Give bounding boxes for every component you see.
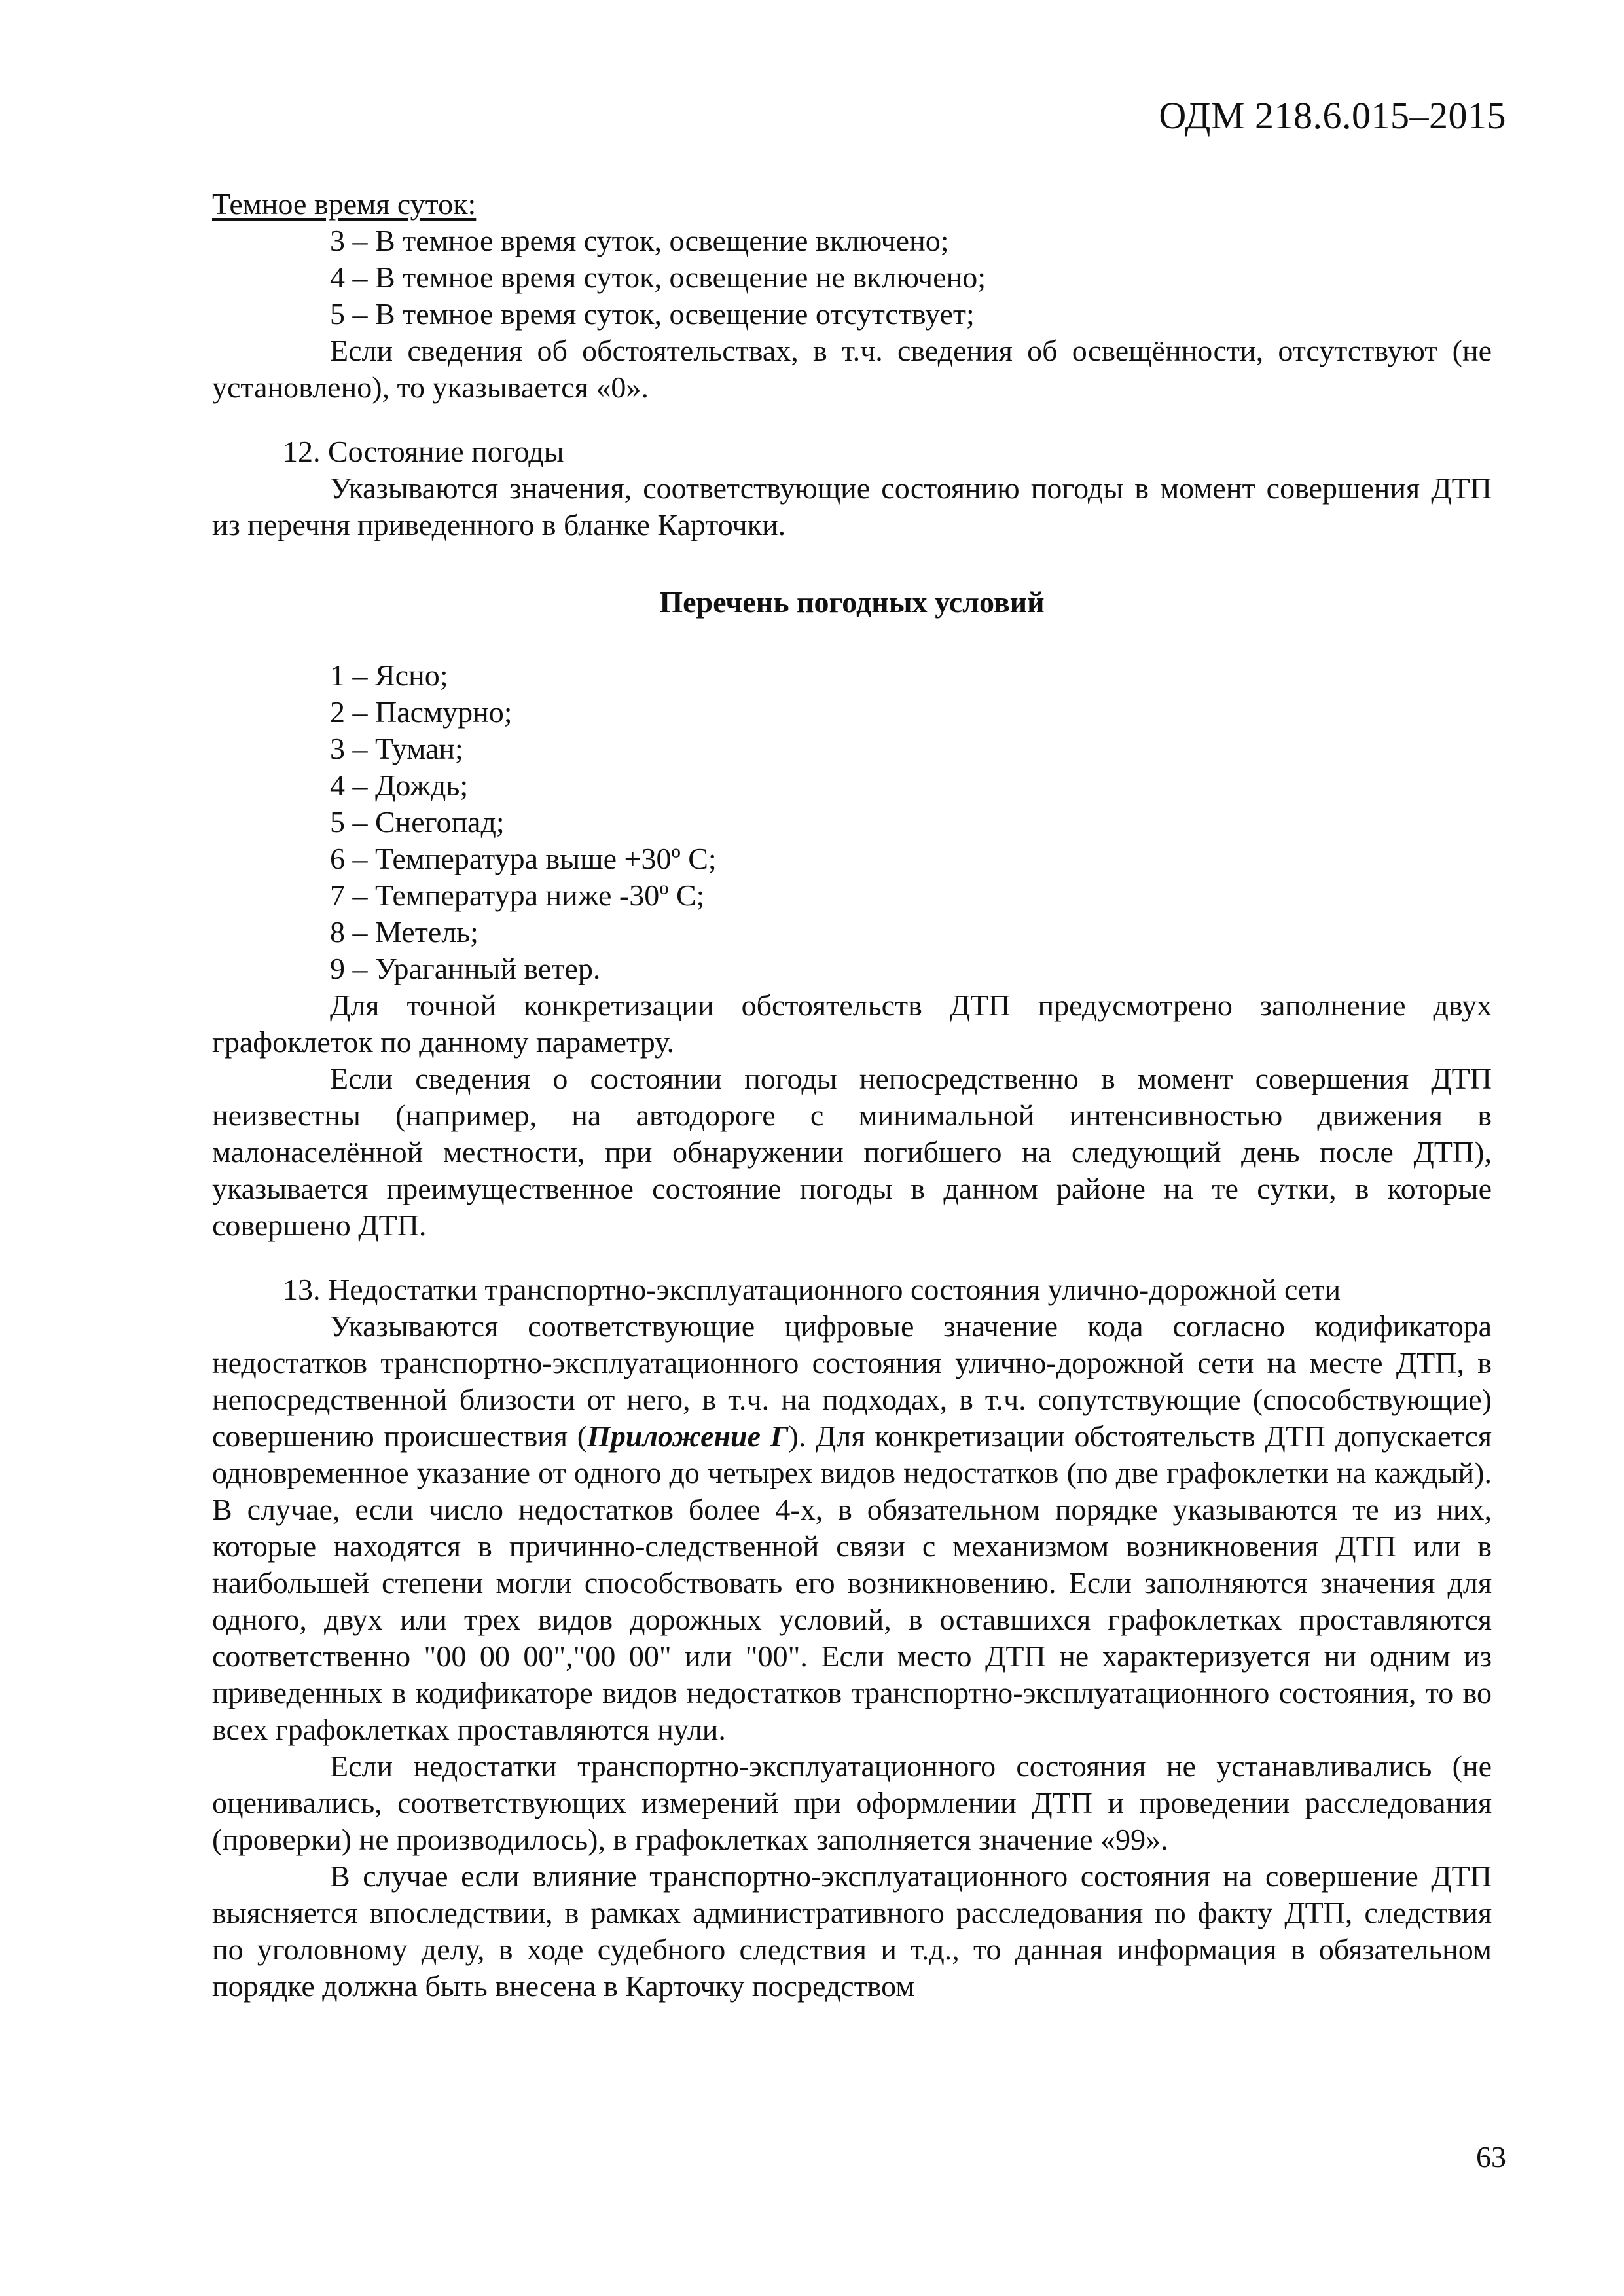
list-item: 3 – В темное время суток, освещение включено; [330,224,949,257]
dark-time-note: Если сведения об обстоятельствах, в т.ч. сведения об освещённости, отсутствуют (не установлено), то указывается «0». [212,334,1492,404]
section-13-paragraph-3: В случае если влияние транспортно-эксплуатационного состояния на совершение ДТП выясняется впоследствии, в рамках административного расследования по факту ДТП, следствия по уголовному делу, в ходе судебного следствия и т.д., то данная информация в обязательном порядке должна быть внесена в Карточку посредством [212,1859,1492,2003]
list-item: 4 – Дождь; [330,769,469,802]
dark-time-label: Темное время суток: [212,187,477,221]
section-12-paragraph: Указываются значения, соответствующие состоянию погоды в момент совершения ДТП из перечня приведенного в бланке Карточки. [212,471,1492,541]
page-body [212,186,1492,2005]
section-13-paragraph-2: Если недостатки транспортно-эксплуатационного состояния не устанавливались (не оценивались, соответствующих измерений при оформлении ДТП и проведении расследования (проверки) не производилось), в графоклетках заполняется значение «99». [212,1749,1492,1856]
list-item: 5 – Снегопад; [330,805,505,839]
list-item: 7 – Температура ниже -30º С; [330,879,705,912]
section-12-paragraph-3: Если сведения о состоянии погоды непосредственно в момент совершения ДТП неизвестны (например, на автодороге с минимальной интенсивностью движения в малонаселённой местности, при обнаружении погибшего на следующий день после ДТП), указывается преимущественное состояние погоды в данном районе на те сутки, в которые совершено ДТП. [212,1062,1492,1242]
list-item: 4 – В темное время суток, освещение не включено; [330,261,986,294]
list-item: 3 – Туман; [330,732,463,765]
list-item: 2 – Пасмурно; [330,695,513,729]
section-12-paragraph-2: Для точной конкретизации обстоятельств ДТП предусмотрено заполнение двух графоклеток по данному параметру. [212,989,1492,1059]
list-item: 9 – Ураганный ветер. [330,952,601,985]
section-12-title: 12. Состояние погоды [283,435,564,468]
paragraph-text: Указываются соответствующие цифровые значение кода согласно кодификатора недостатков транспортно-эксплуатационного состояния улично-дорожной сети на месте ДТП, в непосредственной близости от него, в т.ч. на подходах, в т.ч. сопутствующие (способствующие) совершению происшествия ( [212,1309,1492,1453]
list-item: 6 – Температура выше +30º С; [330,842,717,875]
weather-list-heading: Перечень погодных условий [659,585,1045,619]
paragraph-text: ). Для конкретизации обстоятельств ДТП допускается одновременное указание от одного до четырех видов недостатков (по две графоклетки на каждый). В случае, если число недостатков более 4-х, в обязательном порядке указываются те из них, которые находятся в причинно-следственной связи с механизмом возникновения ДТП или в наибольшей степени могли способствовать его возникновению. Если заполняются значения для одного, двух или трех видов дорожных условий, в оставшихся графоклетках проставляются соответственно "00 00 00","00 00" или "00". Если место ДТП не характеризуется ни одним из приведенных в кодификаторе видов недостатков транспортно-эксплуатационного состояния, то во всех графоклетках проставляются нули. [212,1419,1492,1746]
document-code: ОДМ 218.6.015–2015 [1159,94,1506,137]
list-item: 1 – Ясно; [330,659,448,692]
section-13-title: 13. Недостатки транспортно-эксплуатационного состояния улично-дорожной сети [283,1273,1341,1306]
list-item: 8 – Метель; [330,915,478,949]
appendix-reference: Приложение Г [587,1419,789,1453]
list-item: 5 – В темное время суток, освещение отсутствует; [330,297,975,331]
section-13-paragraph-1 [212,1308,1492,1748]
page-number: 63 [1476,2140,1506,2174]
